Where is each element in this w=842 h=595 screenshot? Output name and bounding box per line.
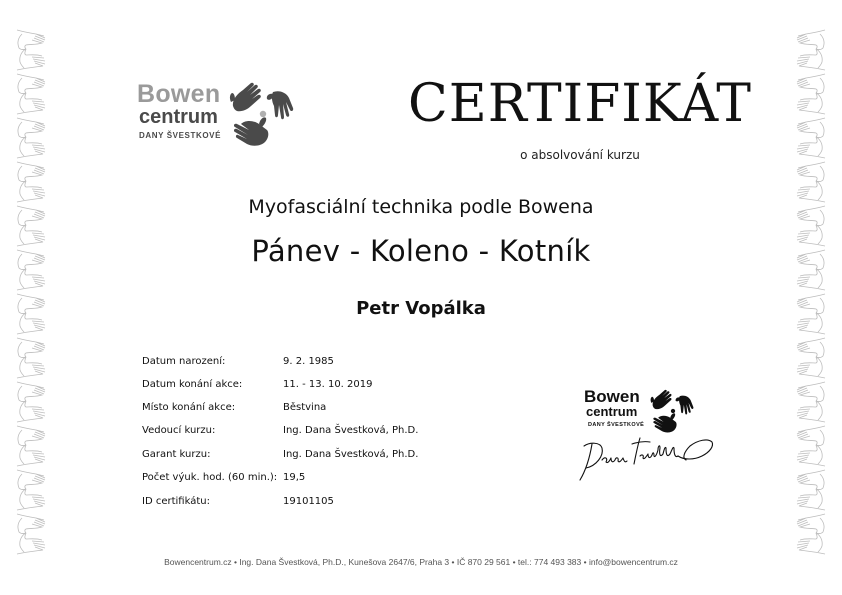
stamp-line-bowen: Bowen	[584, 387, 640, 406]
detail-label: Počet výuk. hod. (60 min.):	[142, 472, 278, 483]
recipient-name: Petr Vopálka	[356, 298, 486, 319]
detail-label: Datum konání akce:	[142, 379, 243, 390]
detail-label: ID certifikátu:	[142, 496, 210, 507]
logo-line-centrum: centrum	[139, 106, 218, 128]
three-hands-icon	[229, 80, 297, 148]
detail-label: Vedoucí kurzu:	[142, 425, 216, 436]
three-hands-icon	[650, 388, 696, 434]
detail-value: 19101105	[283, 496, 334, 507]
detail-label: Místo konání akce:	[142, 402, 236, 413]
bowen-centrum-logo	[137, 80, 307, 150]
certificate-title: CERTIFIKÁT	[408, 74, 752, 134]
detail-label: Datum narození:	[142, 356, 226, 367]
logo-line-dany: DANY ŠVESTKOVÉ	[139, 131, 222, 140]
detail-value: 19,5	[283, 472, 306, 483]
course-name: Myofasciální technika podle Bowena	[248, 196, 594, 218]
stamp-line-centrum: centrum	[586, 404, 638, 419]
course-title: Pánev - Koleno - Kotník	[251, 234, 591, 268]
footer-contact: Bowencentrum.cz • Ing. Dana Švestková, Ph.D., Kunešova 2647/6, Praha 3 • IČ 870 29 561 • tel.: 774 493 383 • info@bowencentrum.cz	[164, 557, 678, 567]
detail-label: Garant kurzu:	[142, 449, 211, 460]
detail-value: 11. - 13. 10. 2019	[283, 379, 373, 390]
detail-value: Ing. Dana Švestková, Ph.D.	[283, 425, 419, 436]
detail-value: Ing. Dana Švestková, Ph.D.	[283, 449, 419, 460]
detail-value: 9. 2. 1985	[283, 356, 334, 367]
detail-value: Běstvina	[283, 402, 327, 413]
stamp-line-dany: DANY ŠVESTKOVÉ	[588, 422, 645, 428]
logo-line-bowen: Bowen	[137, 80, 221, 108]
signature-icon	[578, 430, 720, 484]
certificate-subtitle: o absolvování kurzu	[520, 148, 640, 162]
